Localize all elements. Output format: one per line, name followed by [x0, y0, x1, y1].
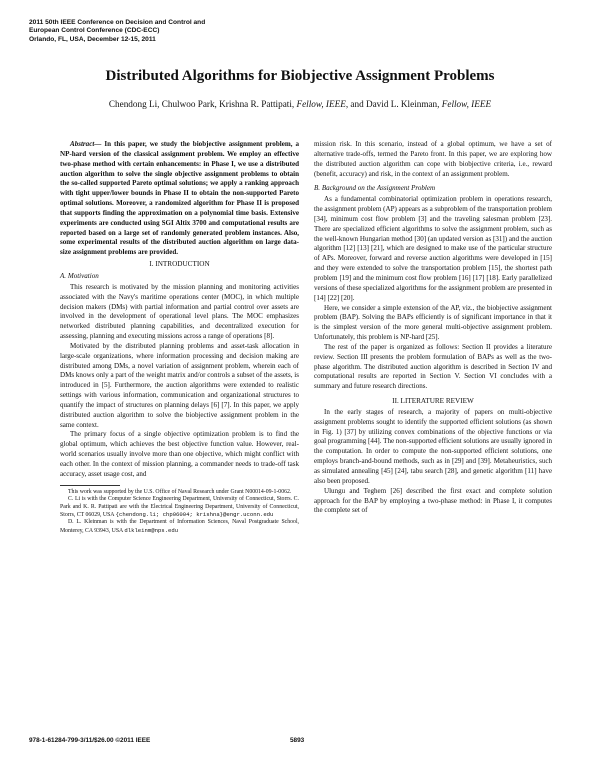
subsection-background: B. Background on the Assignment Problem [314, 184, 436, 193]
authors-fellow-2: Fellow, IEEE [441, 99, 492, 109]
literature-paragraph-2: Ulungu and Teghem [26] described the first exact and complete solution approach for the BAP by employing a two-phase method: in Phase I, it computes the complete set of [314, 486, 552, 515]
paper-title: Distributed Algorithms for Biobjective Assignment Problems [105, 68, 495, 84]
copyright-footer: 978-1-61284-799-3/11/$26.00 ©2011 IEEE [29, 737, 151, 744]
intro-paragraph-1: This research is motivated by the mission planning and monitoring activities associated with the Navy's maritime operations center (MOC), in which multiple decision makers (DMs) with partial information and partial control over assets are involved in the development of operational level plans. The MOC emphasizes networked distributed planning capabilities, and decentralized execution for assessing, planning and executing missions across a range of operations [8]. [60, 282, 299, 341]
intro-paragraph-2: Motivated by the distributed planning problems and asset-task allocation in large-scale organizations, where information processing and decision making are distributed among DMs, a novel variation of assignment problem, wherein each of DMs knows only a part of the weight matrix and/or controls a subset of the assets, is introduced in [5]. Furthermore, the auction algorithms were extended to realistic settings with various information, communication and organizational structures to quantify the impact of structures on planning delays [6] [7]. In this paper, we apply distributed auction algorithm to solve the biobjective assignment problem in the same context. [60, 341, 299, 429]
background-paragraph-1: As a fundamental combinatorial optimization problem in operations research, the assignment problem (AP) appears as a subproblem of the transportation problem [34], minimum cost flow problem [3] and the traveling salesman problem [23]. There are specialized efficient algorithms to solve the assignment problem, such as the well-known Hungarian method [30] (an updated version as [31]) and the auction algorithm [12] [13] [21], which are designed to make use of the particular structure of APs. Moreover, forward and reverse auction algorithms were developed in [15] and they were extended to solve the transportation problem [15], the shortest path problem [19] and the minimum cost flow problem [16] [17] [18]. Early parallelized versions of these specialized algorithms for the assignment problem are presented in [14] [22] [20]. [314, 195, 552, 302]
conference-line-2: European Control Conference (CDC-ECC) [29, 27, 160, 35]
section-heading-introduction: I. INTRODUCTION [149, 260, 210, 269]
right-column [314, 140, 552, 516]
conference-header [29, 19, 259, 44]
abstract [60, 140, 299, 258]
background-paragraph-3: The rest of the paper is organized as follows: Section II provides a literature review. Section III presents the problem formulation of BAPs as well as the two-phase algorithm. The distributed auction algorithm is described in Section IV and computational results are reported in Section V. Section VI concludes with a summary and future research directions. [314, 342, 552, 391]
page-number: 5893 [290, 737, 305, 744]
right-paragraph-continued: mission risk. In this scenario, instead of a global optimum, we have a set of alternative trade-offs, termed the Pareto front. In this paper, we are exploring how the distributed auction algorithm can cope with biobjective criteria, i.e., reward (benefit, accuracy) and risk, in the context of an assignment problem. [314, 140, 552, 178]
footnotes [60, 489, 299, 535]
authors-fellow-1: Fellow, IEEE [296, 99, 346, 109]
literature-paragraph-1: In the early stages of research, a majority of papers on multi-objective assignment problems sought to identify the supported efficient solutions (as shown in Fig. 1) [37] by utilizing convex combinations of the objective functions or via goal programming [44]. The non-supported efficient solutions are usually ignored in the computation. In order to compute the non-supported efficient solutions, one employs branch-and-bound methods, such as in [29] and [39]. Metaheuristics, such as simulated annealing [45] [24], tabu search [28], and genetic algorithm [11] have also been proposed. [314, 407, 552, 485]
background-paragraph-2: Here, we consider a simple extension of the AP, viz., the biobjective assignment problem (BAP). Solving the BAPs efficiently is of significant importance in that it is the simplest version of the more general multi-objective assignment problem. Unfortunately, this problem is NP-hard [25]. [314, 303, 552, 342]
authors-names-1: Chendong Li, Chulwoo Park, Krishna R. Pattipati, [108, 99, 297, 109]
subsection-motivation: A. Motivation [60, 271, 99, 280]
authors-names-2: , and David L. Kleinman, [345, 99, 442, 109]
footnote-divider [60, 485, 120, 486]
footnote-uconn-text: C. Li is with the Computer Science Engineering Department, University of Connecticut, Storrs. C. Park and K. R. Pattipati are with the Electrical Engineering Department, University of Connecticut, Storrs, CT 06029, USA [60, 496, 299, 518]
left-column [60, 140, 299, 535]
footnote-funding: This work was supported by the U.S. Office of Naval Research under Grant N00014-09-1-0062. [68, 488, 292, 495]
section-heading-literature-review: II. LITERATURE REVIEW [392, 397, 474, 406]
conference-line-1: 2011 50th IEEE Conference on Decision and Control and [29, 19, 206, 26]
author-line [0, 99, 600, 109]
abstract-text: — In this paper, we study the biobjective assignment problem, a NP-hard version of the classical assignment problem. We employ an effective two-phase method with certain enhancements: in Phase I, we use a distributed auction algorithm to solve the single objective assignment problems to obtain the so-called supported Pareto optimal solutions; we apply a ranking approach with tight upper/lower bounds in Phase II to obtain the non-supported Pareto optimal solutions. Moreover, a randomized algorithm for Phase II is proposed that supports finding the approximation on a polynomial time basis. Extensive experiments are conducted using SGI Altix 3700 and computational results are reported based on a large set of randomly generated problem instances. Also, some experimental results of the distributed auction algorithm on large data-size assignment problems are provided. [60, 140, 299, 257]
footnote-nps-email: dlkleinm@nps.edu [124, 526, 179, 534]
footnote-uconn-email: {chendong.li; chp06004; krishna}@engr.uconn.edu [115, 510, 274, 518]
footnote-affiliation-uconn [60, 496, 299, 519]
conference-line-3: Orlando, FL, USA, December 12-15, 2011 [29, 35, 156, 43]
footnote-nps-text: D. L. Kleinman is with the Department of Information Sciences, Naval Postgraduate School, Monterey, CA 93943, USA [60, 519, 299, 534]
intro-paragraph-3: The primary focus of a single objective optimization problem is to find the global optimum, which achieves the best objective function value. However, real-world scenarios usually involve more than one objective, which might conflict with each other. In the context of mission planning, a commander needs to trade-off task accuracy, asset usage cost, and [60, 430, 299, 478]
footnote-affiliation-nps [60, 519, 299, 535]
abstract-label: Abstract [70, 140, 95, 148]
